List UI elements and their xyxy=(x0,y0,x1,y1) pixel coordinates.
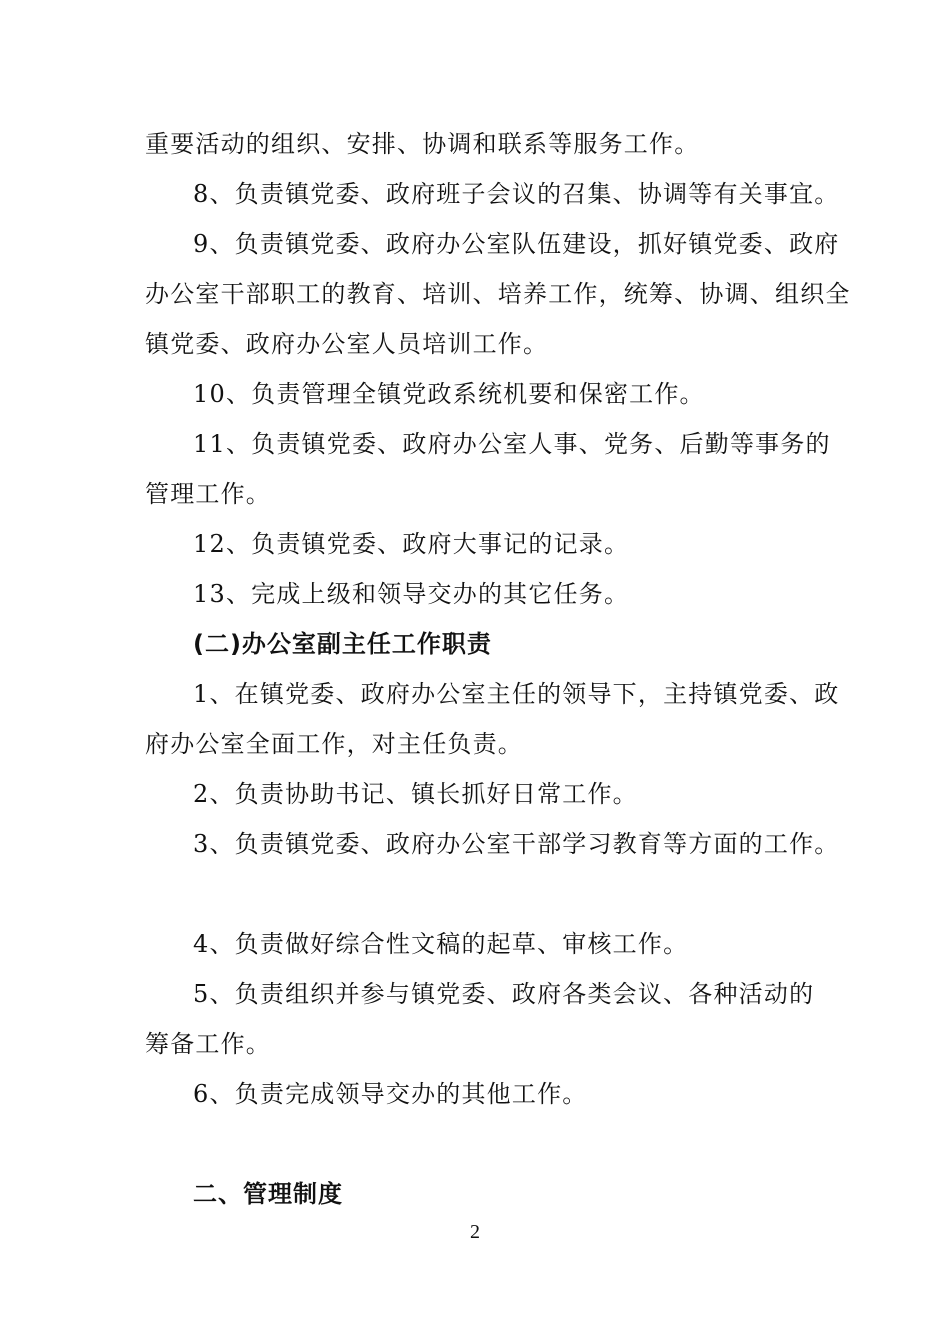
list-item-11: 11、负责镇党委、政府办公室人事、党务、后勤等事务的 xyxy=(193,430,831,458)
list-item-5: 5、负责组织并参与镇党委、政府各类会议、各种活动的 xyxy=(193,980,815,1008)
list-item-10: 10、负责管理全镇党政系统机要和保密工作。 xyxy=(193,380,705,408)
list-item-3: 3、负责镇党委、政府办公室干部学习教育等方面的工作。 xyxy=(193,830,840,858)
page-number: 2 xyxy=(470,1221,480,1243)
paragraph-line: 府办公室全面工作，对主任负责。 xyxy=(145,730,523,758)
list-item-1: 1、在镇党委、政府办公室主任的领导下，主持镇党委、政 xyxy=(193,680,840,708)
paragraph-line: 重要活动的组织、安排、协调和联系等服务工作。 xyxy=(145,130,700,158)
paragraph-line: 办公室干部职工的教育、培训、培养工作，统筹、协调、组织全 xyxy=(145,280,851,308)
chapter-heading: 二、管理制度 xyxy=(193,1180,343,1208)
section-heading: (二)办公室副主任工作职责 xyxy=(193,630,492,658)
list-item-6: 6、负责完成领导交办的其他工作。 xyxy=(193,1080,588,1108)
list-item-4: 4、负责做好综合性文稿的起草、审核工作。 xyxy=(193,930,689,958)
list-item-13: 13、完成上级和领导交办的其它任务。 xyxy=(193,580,630,608)
list-item-9: 9、负责镇党委、政府办公室队伍建设，抓好镇党委、政府 xyxy=(193,230,840,258)
paragraph-line: 镇党委、政府办公室人员培训工作。 xyxy=(145,330,549,358)
list-item-12: 12、负责镇党委、政府大事记的记录。 xyxy=(193,530,630,558)
paragraph-line: 筹备工作。 xyxy=(145,1030,271,1058)
paragraph-line: 管理工作。 xyxy=(145,480,271,508)
list-item-8: 8、负责镇党委、政府班子会议的召集、协调等有关事宜。 xyxy=(193,180,840,208)
list-item-2: 2、负责协助书记、镇长抓好日常工作。 xyxy=(193,780,638,808)
